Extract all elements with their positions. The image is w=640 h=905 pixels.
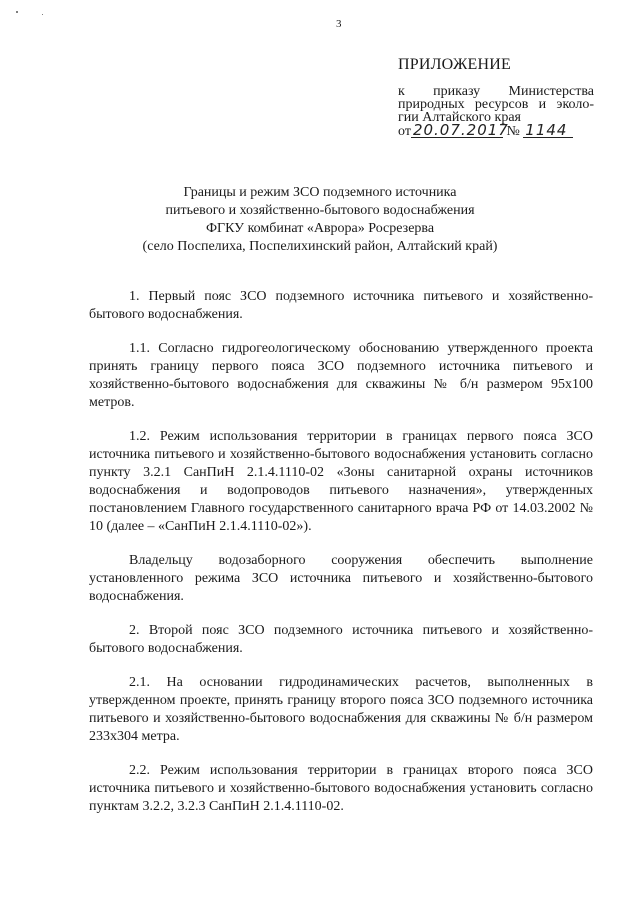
appendix-title: ПРИЛОЖЕНИЕ xyxy=(398,56,512,73)
paragraph-2-2: 2.2. Режим использования территории в границах второго пояса ЗСО источника питьевого и хозяйственно-бытового водоснабжения установить согласно пунктам 3.2.2, 3.2.3 СанПиН 2.1.4.1110-02. xyxy=(89,763,593,814)
section-2-title: 2. Второй пояс ЗСО подземного источника питьевого и хозяйственно-бытового водоснабжения. xyxy=(89,623,593,656)
scan-speck xyxy=(42,14,43,15)
paragraph-1-1: 1.1. Согласно гидрогеологическому обоснованию утвержденного проекта принять границу первого пояса ЗСО подземного источника питьевого и хозяйственно-бытового водоснабжения для скважины № б/н размером 95х100 метров. xyxy=(89,341,593,410)
paragraph-2-1: 2.1. На основании гидродинамических расчетов, выполненных в утвержденном проекте, принять границу второго пояса ЗСО подземного источника питьевого и хозяйственно-бытового водоснабжения для скважины № б/н размером 233х304 метра. xyxy=(89,675,593,744)
page-number: 3 xyxy=(336,18,342,30)
appendix-block xyxy=(398,58,594,138)
order-date-number-line xyxy=(398,121,594,139)
heading-line: Границы и режим ЗСО подземного источника xyxy=(183,185,457,200)
handwritten-date: 20.07.2017 xyxy=(412,121,509,139)
document-body xyxy=(89,288,593,832)
heading-line: (село Поспелиха, Поспелихинский район, Алтайский край) xyxy=(142,239,498,254)
heading-line: ФГКУ комбинат «Аврора» Росрезерва xyxy=(205,221,435,236)
paragraph-owner-obligation: Владельцу водозаборного сооружения обеспечить выполнение установленного режима ЗСО источника питьевого и хозяйственно-бытового водоснабжения. xyxy=(89,553,593,604)
handwritten-order-number: 1144 xyxy=(523,124,573,138)
paragraph-1-2: 1.2. Режим использования территории в границах первого пояса ЗСО источника питьевого и хозяйственно-бытового водоснабжения установить согласно пункту 3.2.1 СанПиН 2.1.4.1110-02 «Зоны санитарной охраны источников водоснабжения и водопроводов питьевого назначения», утвержденных постановлением Главного государственного санитарного врача РФ от 14.03.2002 № 10 (далее – «СанПиН 2.1.4.1110-02»). xyxy=(89,429,593,534)
appendix-line: гии Алтайского края xyxy=(398,110,521,125)
appendix-line: природных ресурсов и эколо- xyxy=(398,97,594,112)
appendix-line: к приказу Министерства xyxy=(398,84,594,99)
scan-speck xyxy=(16,11,18,13)
section-1-title: 1. Первый пояс ЗСО подземного источника питьевого и хозяйственно-бытового водоснабжения. xyxy=(89,289,593,322)
heading-line: питьевого и хозяйственно-бытового водоснабжения xyxy=(165,203,475,218)
number-label: № xyxy=(506,124,520,139)
from-label: от xyxy=(398,124,411,139)
document-heading xyxy=(130,184,510,256)
